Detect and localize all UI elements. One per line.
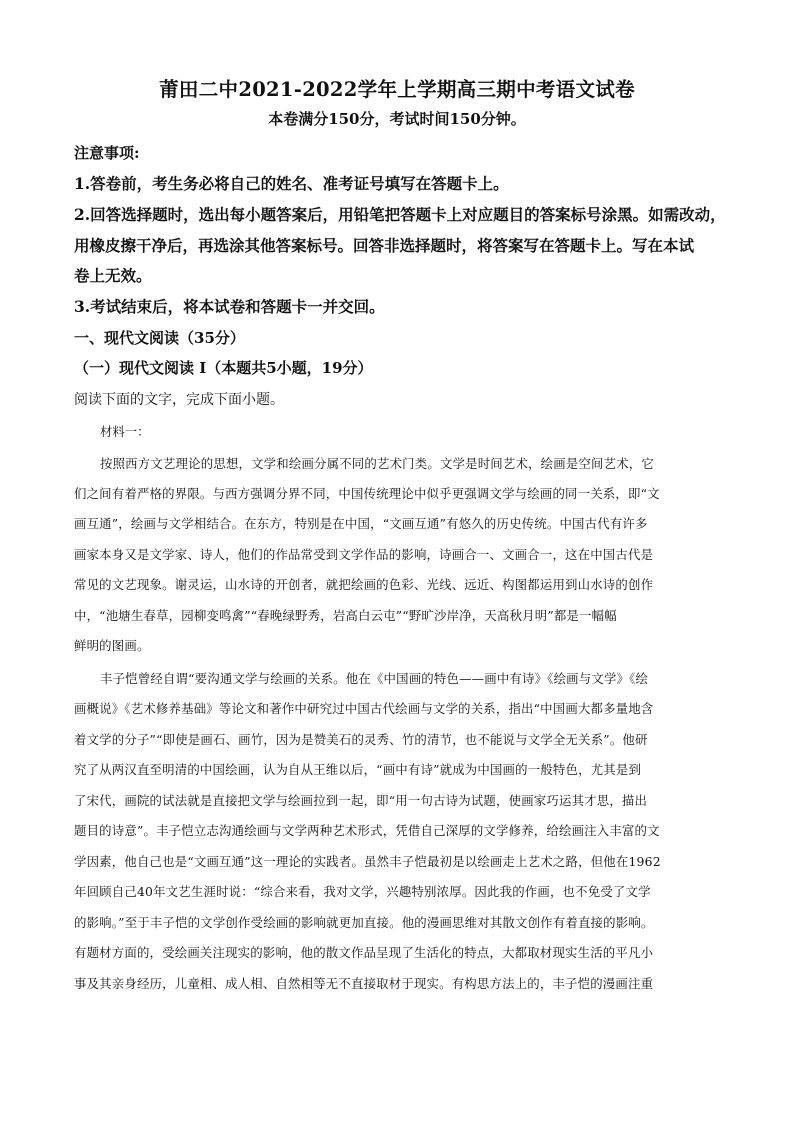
paragraph-line: 中，“池塘生春草，园柳变鸣禽”“春晚绿野秀，岩高白云屯”“野旷沙岸净，天高秋月明”都是一幅幅 xyxy=(74,608,617,623)
paragraph-line: 了宋代，画院的试法就是直接把文学与绘画拉到一起，即“用一句古诗为试题，使画家巧运其才思，描出 xyxy=(74,793,648,808)
paragraph-line: 们之间有着严格的界限。与西方强调分界不同，中国传统理论中似乎更强调文学与绘画的同一关系，即“文 xyxy=(74,486,660,501)
paragraph-line: 画家本身又是文学家、诗人，他们的作品常受到文学作品的影响，诗画合一、文画合一，这在中国古代是 xyxy=(74,547,654,562)
paragraph-line: 事及其亲身经历，儿童相、成人相、自然相等无不直接取材于现实。有构思方法上的，丰子恺的漫画注重 xyxy=(74,976,654,991)
paragraph-line: 常见的文艺现象。谢灵运，山水诗的开创者，就把绘画的色彩、光线、远近、构图都运用到山水诗的创作 xyxy=(74,577,654,592)
notice-line: 3.考试结束后，将本试卷和答题卡一并交回。 xyxy=(74,297,385,316)
paragraph-line: 有题材方面的，受绘画关注现实的影响，他的散文作品呈现了生活化的特点，大都取材现实生活的平凡小 xyxy=(74,945,654,960)
notice-heading: 注意事项: xyxy=(74,144,140,162)
section-instruction: 阅读下面的文字，完成下面小题。 xyxy=(74,392,284,408)
paragraph-line: 鲜明的图画。 xyxy=(74,638,150,653)
section-heading: 一、现代文阅读（35分） xyxy=(74,329,245,347)
notice-line: 2.回答选择题时，选出每小题答案后，用铅笔把答题卡上对应题目的答案标号涂黑。如需改动， xyxy=(74,205,726,224)
notice-line: 1.答卷前，考生务必将自己的姓名、准考证号填写在答题卡上。 xyxy=(74,174,509,193)
section-subheading: （一）现代文阅读 I（本题共5小题，19分） xyxy=(74,359,373,377)
notice-line: 用橡皮擦干净后，再选涂其他答案标号。回答非选择题时，将答案写在答题卡上。写在本试 xyxy=(74,236,695,255)
paragraph-line: 按照西方文艺理论的思想，文学和绘画分属不同的艺术门类。文学是时间艺术，绘画是空间艺术，它 xyxy=(100,456,654,471)
paragraph-line: 画互通”，绘画与文学相结合。在东方，特别是在中国，“文画互通”有悠久的历史传统。中国古代有许多 xyxy=(74,516,648,531)
paragraph-line: 题目的诗意”。丰子恺立志沟通绘画与文学两种艺术形式，凭借自己深厚的文学修养，给绘画注入丰富的文 xyxy=(74,823,660,838)
paragraph-line: 年回顾自己40年文艺生涯时说：“综合来看，我对文学，兴趣特别浓厚。因此我的作画，也不免受了文学 xyxy=(74,884,651,899)
paragraph-line: 画概说》《艺术修养基础》等论文和著作中研究过中国古代绘画与文学的关系，指出“中国画大都多量地含 xyxy=(74,701,654,716)
exam-subtitle: 本卷满分150分，考试时间150分钟。 xyxy=(268,110,526,128)
exam-title: 莆田二中2021-2022学年上学期高三期中考语文试卷 xyxy=(159,78,635,101)
notice-line: 卷上无效。 xyxy=(74,266,152,285)
paragraph-line: 的影响。”至于丰子恺的文学创作受绘画的影响就更加直接。他的漫画思维对其散文创作有着直接的影响。 xyxy=(74,915,654,930)
paragraph-line: 究了从两汉直至明清的中国绘画，认为自从王维以后，“画中有诗”就成为中国画的一般特色，尤其是到 xyxy=(74,762,642,777)
paragraph-line: 丰子恺曾经自谓“要沟通文学与绘画的关系。他在《中国画的特色——画中有诗》《绘画与文学》《绘 xyxy=(100,671,649,686)
paragraph-line: 学因素，他自己也是“文画互通”这一理论的实践者。虽然丰子恺最初是以绘画走上艺术之路，但他在1962 xyxy=(74,854,661,869)
material-label: 材料一： xyxy=(100,424,150,439)
paragraph-line: 着文学的分子”“即使是画石、画竹，因为是赞美石的灵秀、竹的清节，也不能说与文学全无关系”。他研 xyxy=(74,732,648,747)
